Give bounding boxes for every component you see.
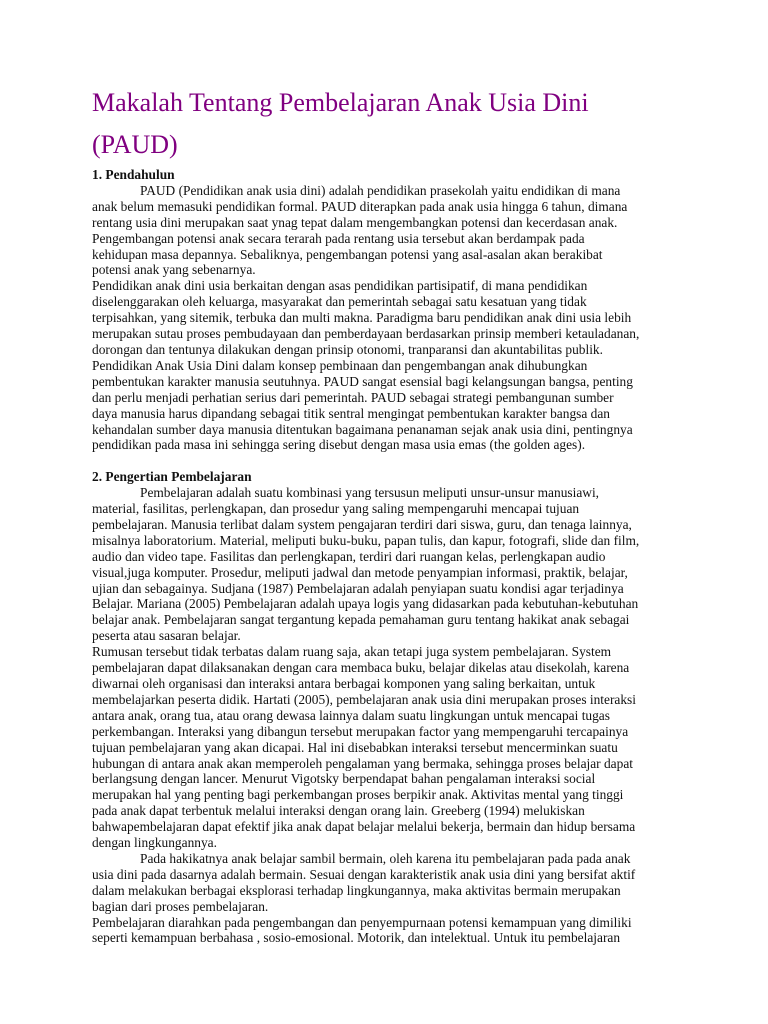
paragraph-line: anak belum memasuki pendidikan formal. PAUD diterapkan pada anak usia hingga 6 tahun, dimana [92, 198, 628, 214]
paragraph-line: audio dan video tape. Fasilitas dan perlengkapan, terdiri dari ruangan kelas, perlengkapan audio [92, 548, 606, 564]
paragraph-line: daya manusia harus dipandang sebagai titik sentral mengingat pembentukan karakter bangsa dan [92, 405, 610, 421]
paragraph-line: Pendidikan Anak Usia Dini dalam konsep pembinaan dan pengembangan anak dihubungkan [92, 357, 588, 373]
paragraph-line: kehidupan masa depannya. Sebaliknya, pengembangan potensi yang asal-asalan akan berakibat [92, 246, 603, 262]
paragraph-line: misalnya laboratorium. Material, meliputi buku-buku, papan tulis, dan kapur, fotografi, slide dan film, [92, 532, 640, 548]
paragraph-line: dengan lingkungannya. [92, 835, 217, 851]
section-spacer [92, 453, 692, 469]
paragraph-line: pembelajaran. Manusia terlibat dalam system pengajaran terdiri dari siswa, guru, dan tenaga lainnya, [92, 516, 632, 532]
title-line: Makalah Tentang Pembelajaran Anak Usia Dini [92, 88, 589, 117]
paragraph-line: pembentukan karakter manusia seutuhnya. PAUD sangat esensial bagi kelangsungan bangsa, penting [92, 373, 633, 389]
paragraph-line: kehandalan sumber daya manusia ditentukan bagaimana penanaman sejak anak usia dini, pentingnya [92, 421, 633, 437]
paragraph-line: material, fasilitas, perlengkapan, dan prosedur yang saling mempengaruhi mencapai tujuan [92, 501, 580, 517]
paragraph-line: dalam melakukan berbagai eksplorasi terhadap lingkungannya, maka aktivitas bermain merupakan [92, 882, 621, 898]
section-heading: 2. Pengertian Pembelajaran [92, 469, 252, 485]
paragraph-line: potensi anak yang sebenarnya. [92, 262, 256, 278]
paragraph-line: Rumusan tersebut tidak terbatas dalam ruang saja, akan tetapi juga system pembelajaran. System [92, 644, 612, 660]
paragraph-line: bagian dari proses pembelajaran. [92, 898, 269, 914]
paragraph-line: rentang usia dini merupakan saat ynag tepat dalam mengembangkan potensi dan kecerdasan anak. [92, 214, 618, 230]
document-title [92, 82, 692, 166]
paragraph-line: dan perlu menjadi perhatian serius dari pemerintah. PAUD sebagai strategi pembangunan sumber [92, 389, 614, 405]
paragraph-line: berlangsung dengan lancer. Menurut Vigotsky berpendapat bahan pengalaman interaksi social [92, 771, 596, 787]
paragraph-line: tujuan pembelajaran yang akan dicapai. Hal ini disebabkan interaksi tersebut mencerminkan suatu [92, 739, 618, 755]
paragraph-line: membelajarkan peserta didik. Hartati (2005), pembelajaran anak usia dini merupakan proses interaksi [92, 691, 636, 707]
paragraph-line: Pembelajaran adalah suatu kombinasi yang tersusun meliputi unsur-unsur manusiawi, [140, 485, 600, 501]
paragraph-line: merupakan hal yang penting bagi perkembangan proses berpikir anak. Aktivitas mental yang tinggi [92, 787, 624, 803]
paragraph-line: usia dini pada dasarnya adalah bermain. Sesuai dengan karakteristik anak usia dini yang bersifat aktif [92, 866, 636, 882]
paragraph-line: pendidikan pada masa ini sehingga sering disebut dengan masa usia emas (the golden ages). [92, 437, 586, 453]
paragraph-line: perkembangan. Interaksi yang dibangun tersebut merupakan factor yang mempengaruhi tercapainya [92, 723, 629, 739]
paragraph-line: diwarnai oleh organisasi dan interaksi antara berbagai komponen yang saling berkaitan, untuk [92, 675, 596, 691]
paragraph-line: visual,juga komputer. Prosedur, meliputi jadwal dan metode penyampian informasi, praktik, belajar, [92, 564, 628, 580]
paragraph-line: ujian dan sebagainya. Sudjana (1987) Pembelajaran adalah penyiapan suatu kondisi agar terjadinya [92, 580, 624, 596]
paragraph-line: diselenggarakan oleh keluarga, masyarakat dan pemerintah sebagai satu kesatuan yang tidak [92, 294, 587, 310]
paragraph-line: merupakan sutau proses pembudayaan dan pemberdayaan berdasarkan prinsip memberi ketauladanan, [92, 326, 640, 342]
paragraph-line: pada anak dapat terbentuk melalui interaksi dengan orang lain. Greeberg (1994) melukiskan [92, 803, 585, 819]
title-line: (PAUD) [92, 130, 178, 159]
paragraph-line: PAUD (Pendidikan anak usia dini) adalah pendidikan prasekolah yaitu endidikan di mana [140, 182, 621, 198]
paragraph-line: hubungan di antara anak akan memperoleh pengalaman yang bermaka, sehingga proses belajar dapat [92, 755, 633, 771]
paragraph-line: dorongan dan tentunya dilakukan dengan prinsip otonomi, tranparansi dan akuntabilitas publik. [92, 341, 603, 357]
paragraph-line: bahwapembelajaran dapat efektif jika anak dapat belajar melalui bekerja, bermain dan hidup bersama [92, 819, 636, 835]
paragraph-line: seperti kemampuan berbahasa , sosio-emosional. Motorik, dan intelektual. Untuk itu pembelajaran [92, 930, 621, 946]
document-body [92, 167, 692, 946]
paragraph-line: belajar anak. Pembelajaran sangat tergantung kepada pemahaman guru tentang hakikat anak sebagai [92, 612, 630, 628]
paragraph-line: Belajar. Mariana (2005) Pembelajaran adalah upaya logis yang didasarkan pada kebutuhan-kebutuhan [92, 596, 639, 612]
paragraph-line: peserta atau sasaran belajar. [92, 628, 241, 644]
section-heading: 1. Pendahulun [92, 167, 175, 182]
paragraph-line: antara anak, orang tua, atau orang dewasa lainnya dalam suatu lingkungan untuk mencapai tugas [92, 707, 610, 723]
paragraph-line: Pada hakikatnya anak belajar sambil bermain, oleh karena itu pembelajaran pada pada anak [140, 850, 631, 866]
paragraph-line: Pengembangan potensi anak secara terarah pada rentang usia tersebut akan berdampak pada [92, 230, 585, 246]
paragraph-line: Pendidikan anak dini usia berkaitan dengan asas pendidikan partisipatif, di mana pendidikan [92, 278, 588, 294]
paragraph-line: Pembelajaran diarahkan pada pengembangan dan penyempurnaan potensi kemampuan yang dimiliki [92, 914, 632, 930]
paragraph-line: terpisahkan, yang sitemik, terbuka dan multi makna. Paradigma baru pendidikan anak dini usia lebih [92, 310, 632, 326]
paragraph-line: pembelajaran dapat dilaksanakan dengan cara membaca buku, belajar dikelas atau disekolah, karena [92, 660, 630, 676]
